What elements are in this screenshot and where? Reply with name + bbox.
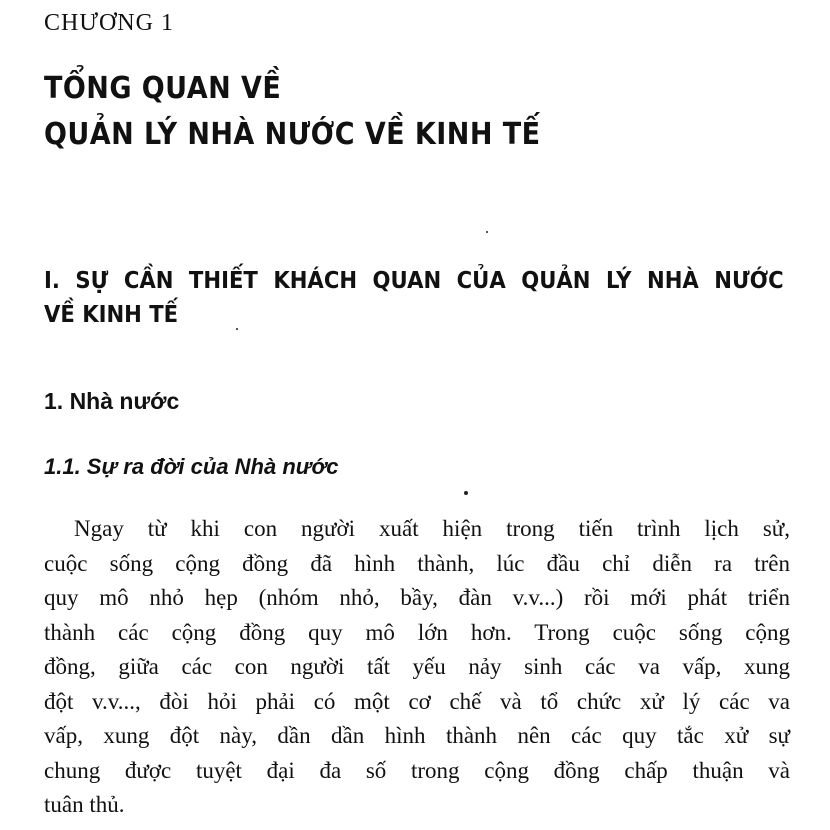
section-heading	[44, 264, 784, 332]
body-line: thành các cộng đồng quy mô lớn hơn. Trong cuộc sống cộng	[44, 619, 790, 645]
subsubsection-heading: 1.1. Sự ra đời của Nhà nước	[44, 454, 339, 479]
chapter-title-line-1: TỔNG QUAN VỀ	[44, 71, 282, 106]
body-line: cuộc sống cộng đồng đã hình thành, lúc đầu chỉ diễn ra trên	[44, 550, 790, 576]
body-line: đồng, giữa các con người tất yếu nảy sinh các va vấp, xung	[44, 654, 790, 679]
section-heading-line-2: VỀ KINH TẾ	[44, 302, 179, 328]
chapter-title	[44, 66, 540, 158]
chapter-label: CHƯƠNG 1	[44, 10, 174, 36]
body-line: Ngay từ khi con người xuất hiện trong tiến trình lịch sử,	[74, 516, 790, 541]
section-heading-line-1: I. SỰ CẦN THIẾT KHÁCH QUAN CỦA QUẢN LÝ NHÀ NƯỚC	[44, 268, 784, 294]
body-line: đột v.v..., đòi hỏi phải có một cơ chế và tổ chức xử lý các va	[44, 688, 790, 714]
body-line: chung được tuyệt đại đa số trong cộng đồng chấp thuận và	[44, 757, 790, 783]
scan-speck	[236, 328, 238, 330]
body-line: tuân thủ.	[44, 792, 125, 817]
scan-speck	[464, 491, 468, 495]
subsection-heading: 1. Nhà nước	[44, 388, 180, 414]
scan-speck	[486, 231, 488, 233]
chapter-title-line-2: QUẢN LÝ NHÀ NƯỚC VỀ KINH TẾ	[44, 117, 541, 152]
body-line: quy mô nhỏ hẹp (nhóm nhỏ, bầy, đàn v.v...) rồi mới phát triển	[44, 585, 790, 610]
body-line: vấp, xung đột này, dần dần hình thành nên các quy tắc xử sự	[44, 723, 790, 748]
body-paragraph	[44, 512, 790, 823]
